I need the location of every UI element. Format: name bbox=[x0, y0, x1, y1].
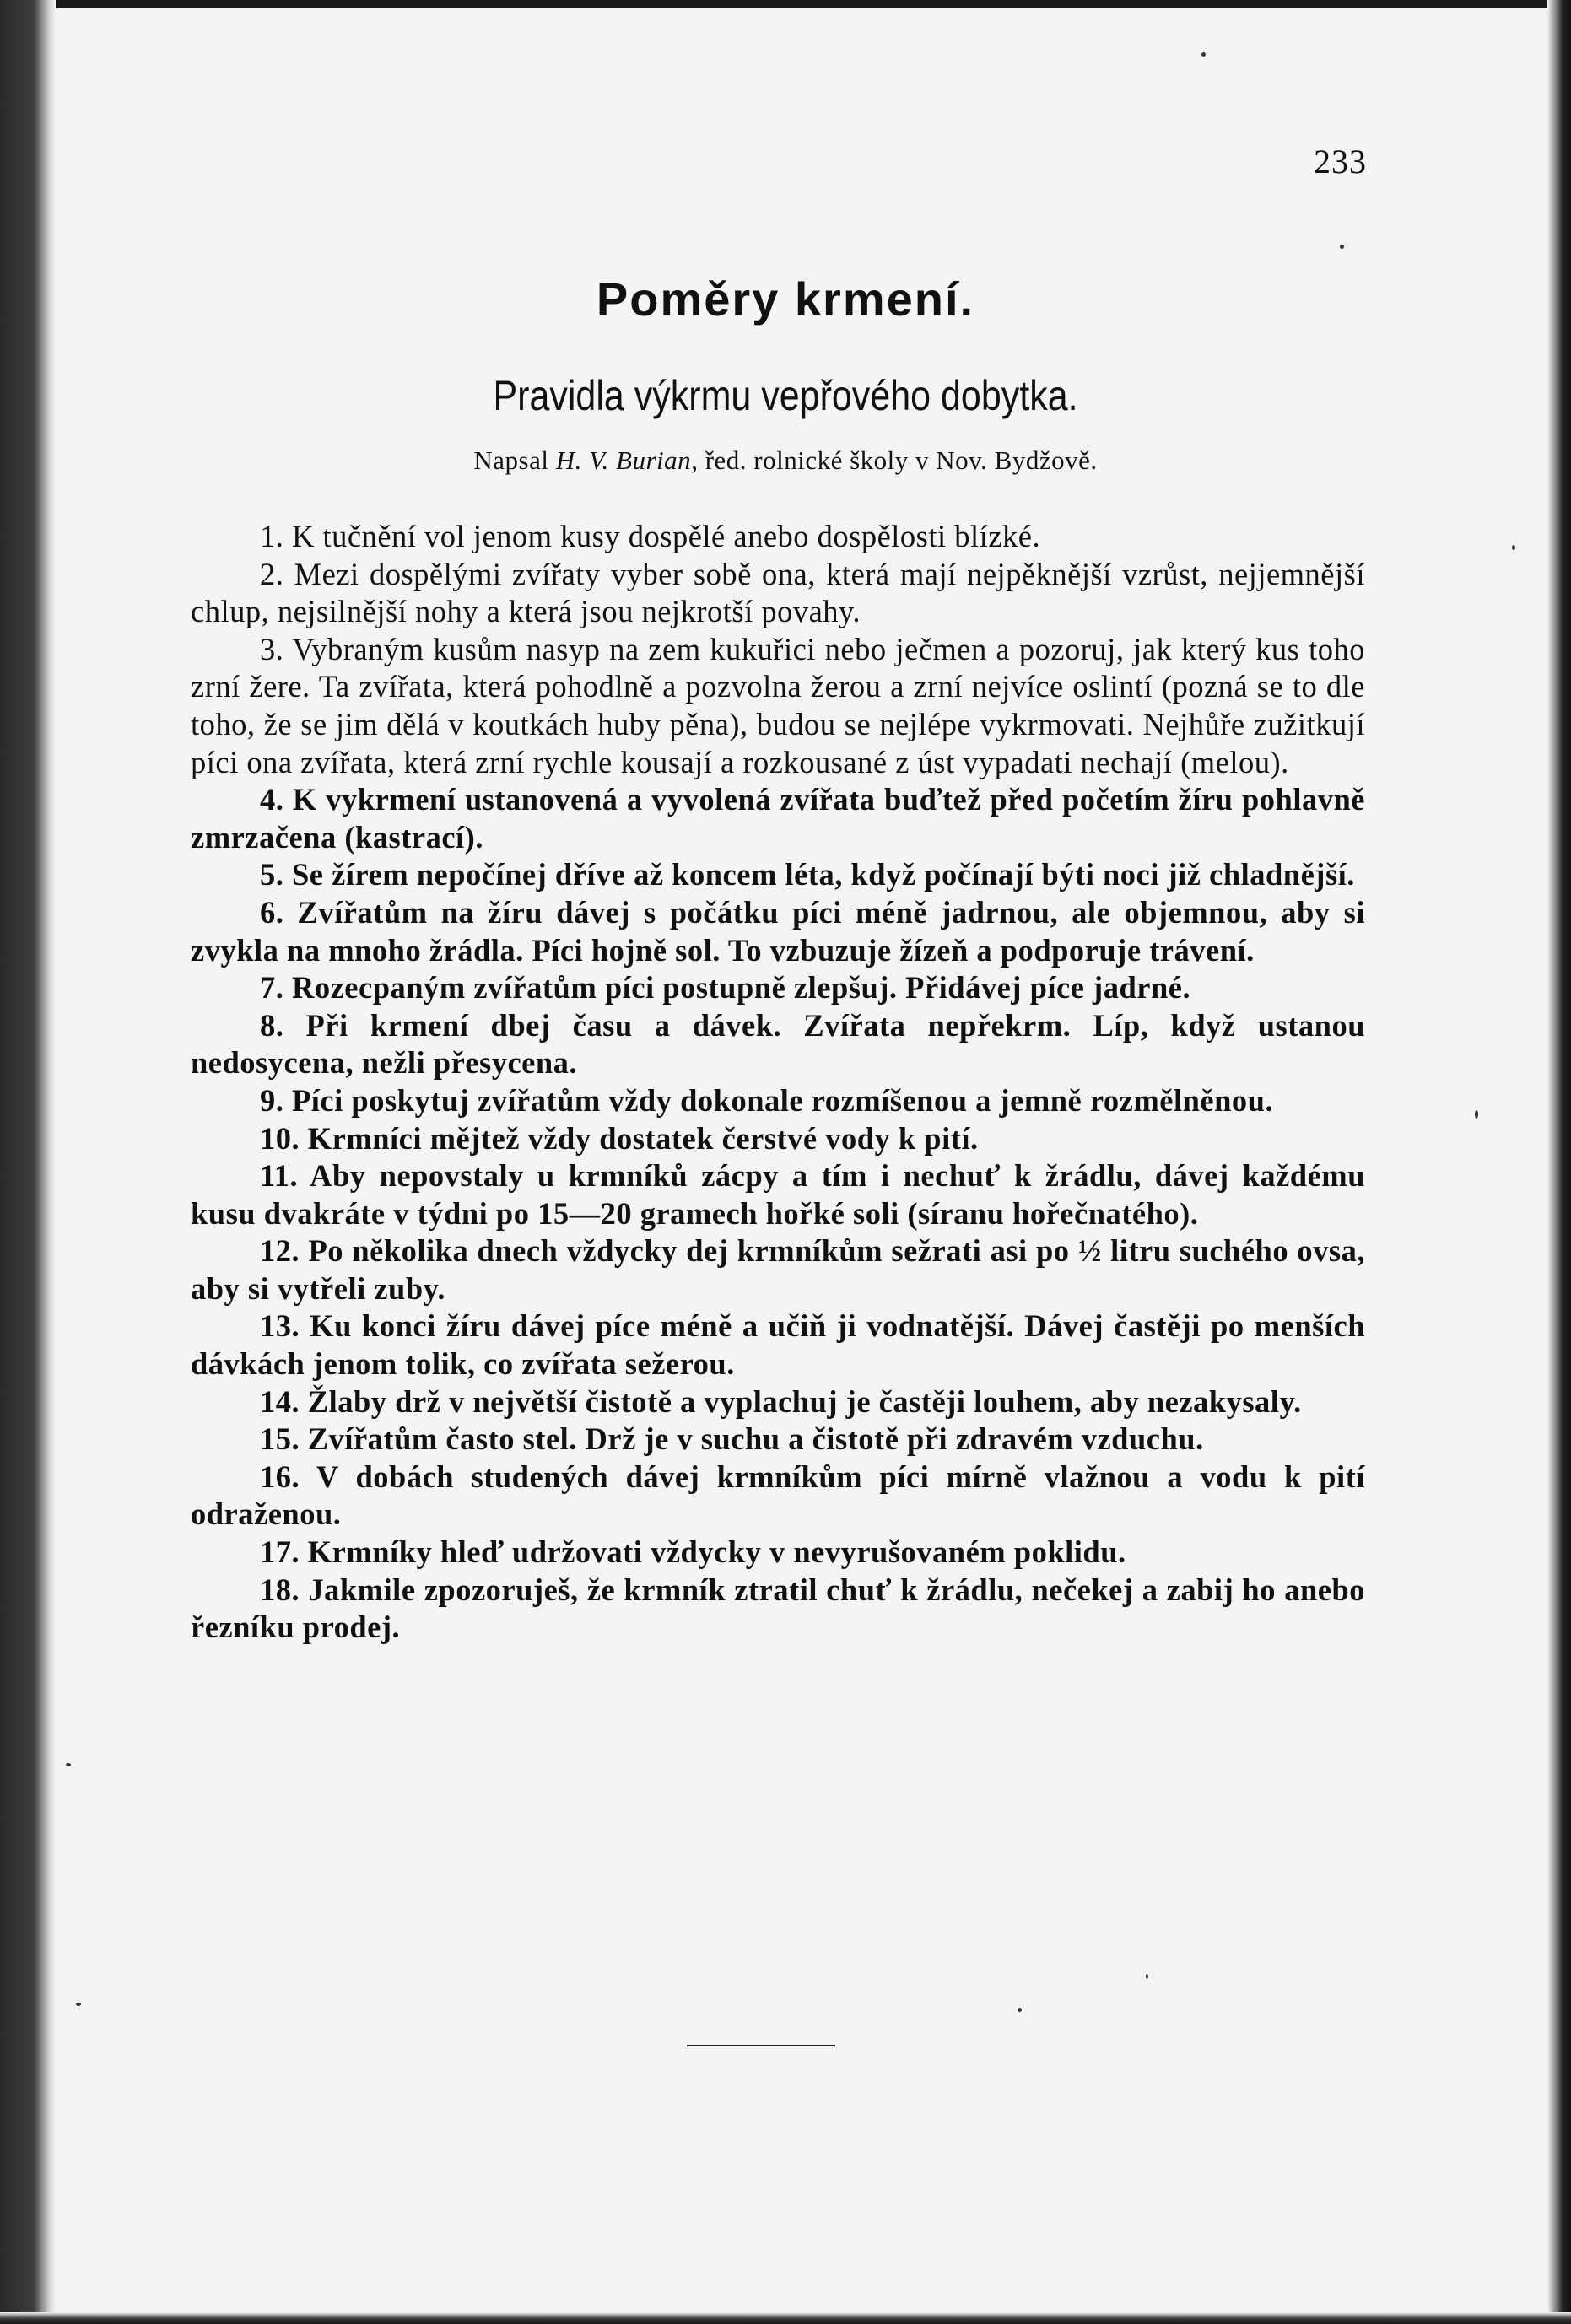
page-number: 233 bbox=[1314, 143, 1367, 181]
end-rule-divider bbox=[687, 2045, 835, 2046]
article-subtitle: Pravidla výkrmu vepřového dobytka. bbox=[493, 372, 1078, 419]
rule-item: 10. Krmníci mějtež vždy dostatek čerstvé vody k pití. bbox=[260, 1120, 979, 1156]
rule-item: 7. Rozecpaným zvířatům píci postupně zlepšuj. Přidávej píce jadrné. bbox=[260, 970, 1191, 1006]
byline-prefix: Napsal bbox=[473, 445, 556, 475]
scan-speck bbox=[1340, 245, 1344, 249]
rule-item: 2. Mezi dospělými zvířaty vyber sobě ona, která mají nejpěknější vzrůst, nejjemnější chlup, nejsilnější nohy a která jsou nejkrotší povahy. bbox=[191, 556, 1365, 629]
scan-edge-top bbox=[0, 0, 1571, 8]
rule-item: 17. Krmníky hleď udržovati vždycky v nevyrušovaném poklidu. bbox=[260, 1534, 1126, 1570]
byline-suffix: , řed. rolnické školy v Nov. Bydžově. bbox=[691, 445, 1098, 475]
scan-edge-left bbox=[0, 0, 56, 2324]
scan-edge-bottom bbox=[0, 2312, 1571, 2324]
scan-speck bbox=[1018, 2008, 1022, 2012]
rule-item: 6. Zvířatům na žíru dávej s počátku píci méně jadrnou, ale objemnou, aby si zvykla na mnoho žrádla. Píci hojně sol. To vzbuzuje žízeň a podporuje trávení. bbox=[191, 894, 1365, 968]
scan-speck bbox=[76, 2003, 81, 2006]
rule-item: 15. Zvířatům často stel. Drž je v suchu a čistotě při zdravém vzduchu. bbox=[260, 1421, 1204, 1457]
rule-item: 1. K tučnění vol jenom kusy dospělé anebo dospělosti blízké. bbox=[260, 519, 1041, 553]
byline bbox=[0, 445, 1571, 476]
page-title: Poměry krmení. bbox=[596, 272, 975, 326]
rule-item: 12. Po několika dnech vždycky dej krmníkům sežrati asi po ½ litru suchého ovsa, aby si vytřeli zuby. bbox=[191, 1233, 1365, 1306]
rule-item: 13. Ku konci žíru dávej píce méně a učiň ji vodnatější. Dávej častěji po menších dávkách jenom tolik, co zvířata sežerou. bbox=[191, 1308, 1365, 1382]
scan-speck bbox=[66, 1763, 71, 1766]
rule-item: 4. K vykrmení ustanovená a vyvolená zvířata buďtež před početím žíru pohlavně zmrzačena (kastrací). bbox=[191, 782, 1365, 855]
scan-speck bbox=[1512, 545, 1515, 550]
rules-list bbox=[191, 518, 1365, 1647]
scan-speck bbox=[1146, 1974, 1148, 1979]
rule-item: 18. Jakmile zpozoruješ, že krmník ztratil chuť k žrádlu, nečekej a zabij ho anebo řezníku prodej. bbox=[191, 1572, 1365, 1645]
scan-speck bbox=[1475, 1110, 1478, 1119]
rule-item: 16. V dobách studených dávej krmníkům píci mírně vlažnou a vodu k pití odraženou. bbox=[191, 1459, 1365, 1532]
rule-item: 14. Žlaby drž v největší čistotě a vyplachuj je častěji louhem, aby nezakysaly. bbox=[260, 1383, 1302, 1419]
scan-speck bbox=[1201, 52, 1206, 57]
rule-item: 5. Se žírem nepočínej dříve až koncem léta, když počínají býti noci již chladnější. bbox=[260, 857, 1355, 892]
rule-item: 3. Vybraným kusům nasyp na zem kukuřici nebo ječmen a pozoruj, jak který kus toho zrní žere. Ta zvířata, která pohodlně a pozvolna žerou a zrní nejvíce oslintí (pozná se to dle toho, že se jim dělá v koutkách huby pěna), budou se nejlépe vykrmovati. Nejhůře zužitkují píci ona zvířata, která zrní rychle kousají a rozkousané z úst vypadati nechají (melou). bbox=[191, 631, 1365, 779]
rule-item: 9. Píci poskytuj zvířatům vždy dokonale rozmíšenou a jemně rozmělněnou. bbox=[260, 1082, 1274, 1118]
byline-author: H. V. Burian bbox=[555, 445, 692, 475]
rule-item: 8. Při krmení dbej času a dávek. Zvířata nepřekrm. Líp, když ustanou nedosycena, nežli přesycena. bbox=[191, 1007, 1365, 1081]
rule-item: 11. Aby nepovstaly u krmníků zácpy a tím i nechuť k žrádlu, dávej každému kusu dvakráte v týdni po 15—20 gramech hořké soli (síranu hořečnatého). bbox=[191, 1158, 1365, 1231]
scan-edge-right bbox=[1547, 0, 1571, 2324]
